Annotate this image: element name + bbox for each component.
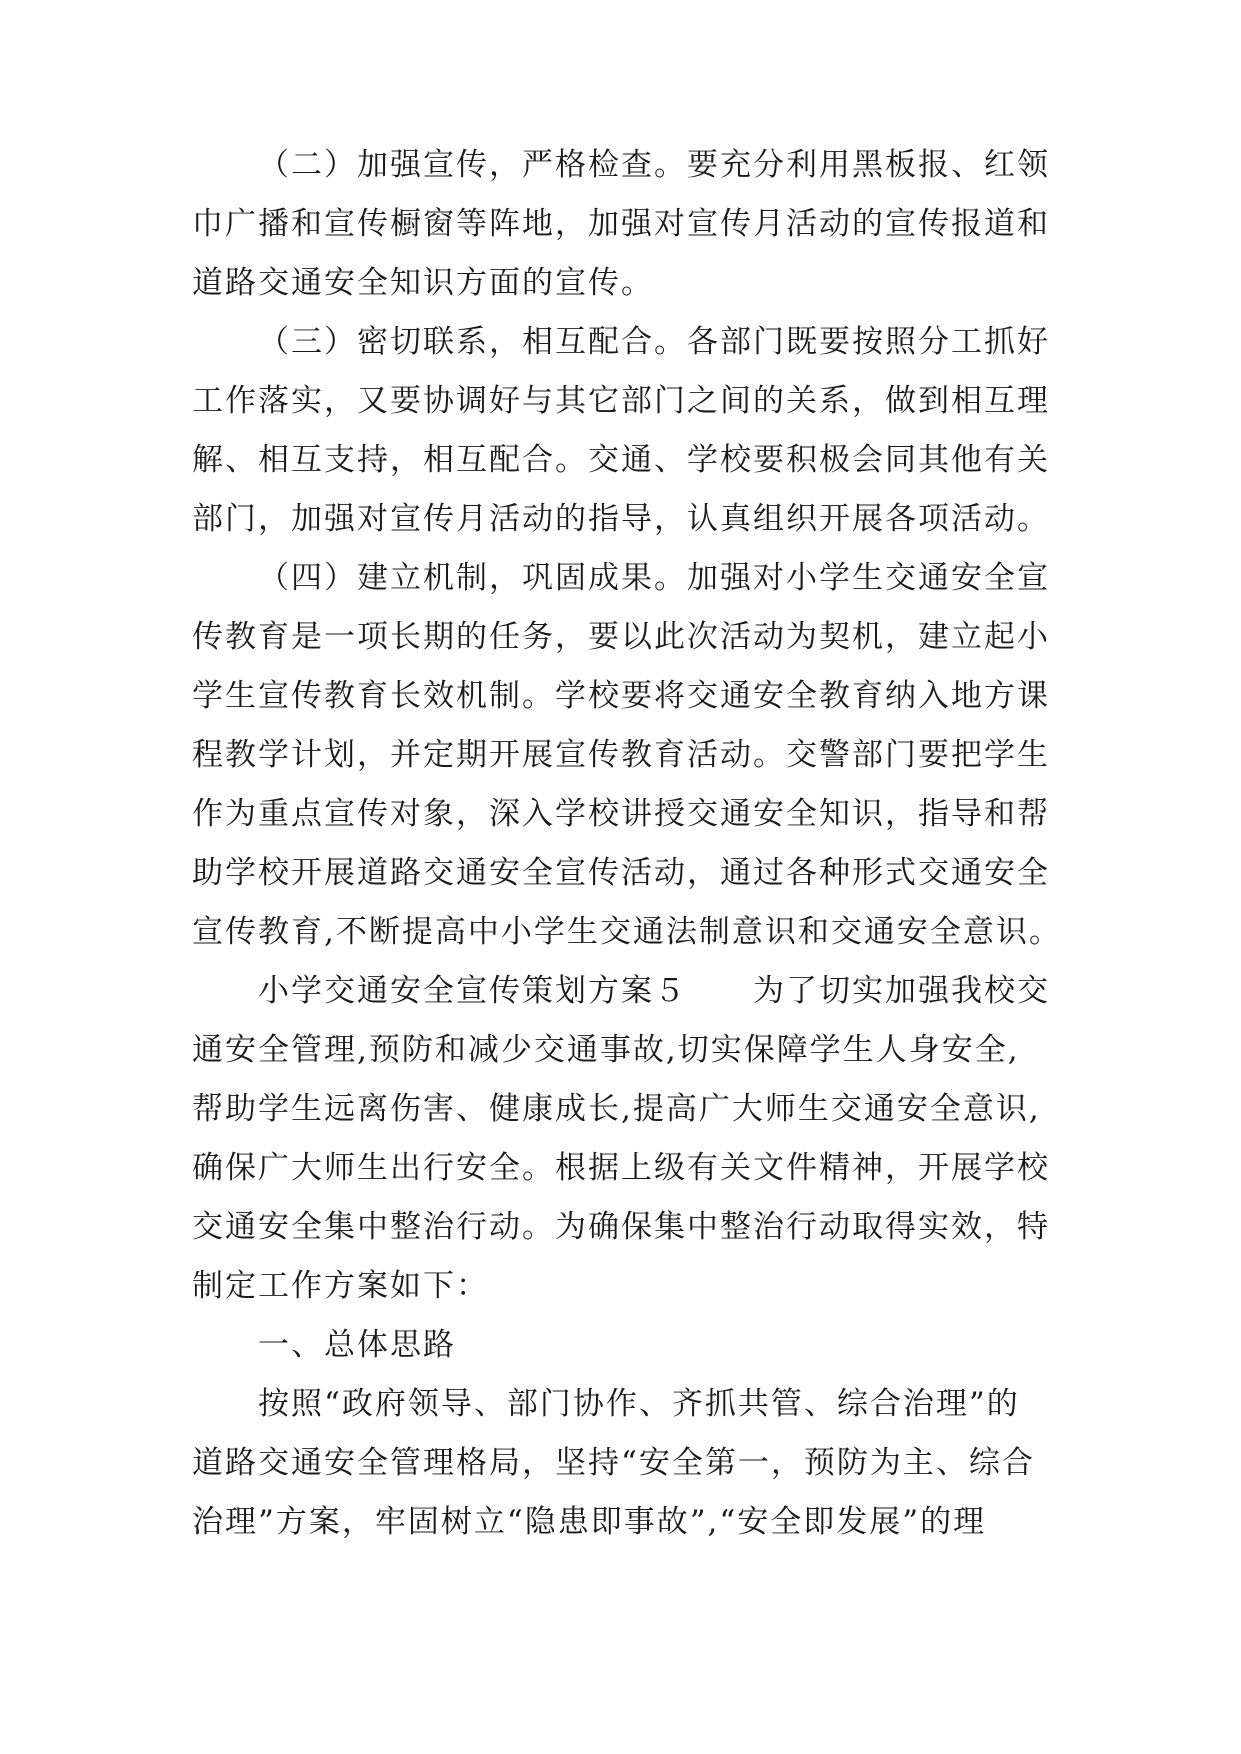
paragraph-line: 道路交通安全知识方面的宣传。 (192, 265, 654, 301)
paragraph-line: 确保广大师生出行安全。根据上级有关文件精神，开展学校 (192, 1150, 1050, 1186)
paragraph-line: 工作落实，又要协调好与其它部门之间的关系，做到相互理 (192, 383, 1050, 419)
paragraph-line: 传教育是一项长期的任务，要以此次活动为契机，建立起小 (192, 619, 1050, 655)
paragraph-line: 按照“政府领导、部门协作、齐抓共管、综合治理”的 (258, 1386, 1020, 1422)
paragraph-line: （四）建立机制，巩固成果。加强对小学生交通安全宣 (258, 560, 1050, 596)
section-heading: 一、总体思路 (258, 1327, 456, 1363)
paragraph-line: 助学校开展道路交通安全宣传活动，通过各种形式交通安全 (192, 855, 1050, 891)
paragraph-line: 交通安全集中整治行动。为确保集中整治行动取得实效，特 (192, 1209, 1050, 1245)
paragraph-line: （二）加强宣传，严格检查。要充分利用黑板报、红领 (258, 147, 1050, 183)
paragraph-line: 通安全管理,预防和减少交通事故,切实保障学生人身安全, (192, 1032, 1020, 1068)
paragraph-line: 解、相互支持，相互配合。交通、学校要积极会同其他有关 (192, 442, 1050, 478)
paragraph-line: 小学交通安全宣传策划方案５ 为了切实加强我校交 (258, 973, 1050, 1009)
paragraph-line: （三）密切联系，相互配合。各部门既要按照分工抓好 (258, 324, 1050, 360)
paragraph-line: 帮助学生远离伤害、健康成长,提高广大师生交通安全意识, (192, 1091, 1041, 1127)
paragraph-line: 巾广播和宣传橱窗等阵地，加强对宣传月活动的宣传报道和 (192, 206, 1050, 242)
paragraph-line: 作为重点宣传对象，深入学校讲授交通安全知识，指导和帮 (192, 796, 1050, 832)
paragraph-line: 治理”方案，牢固树立“隐患即事故”,“安全即发展”的理 (192, 1504, 987, 1540)
paragraph-line: 宣传教育,不断提高中小学生交通法制意识和交通安全意识。 (192, 914, 1062, 950)
paragraph-line: 部门，加强对宣传月活动的指导，认真组织开展各项活动。 (192, 501, 1050, 537)
paragraph-line: 学生宣传教育长效机制。学校要将交通安全教育纳入地方课 (192, 678, 1050, 714)
paragraph-line: 道路交通安全管理格局，坚持“安全第一，预防为主、综合 (192, 1445, 1035, 1481)
paragraph-line: 制定工作方案如下： (192, 1268, 489, 1304)
paragraph-line: 程教学计划，并定期开展宣传教育活动。交警部门要把学生 (192, 737, 1050, 773)
